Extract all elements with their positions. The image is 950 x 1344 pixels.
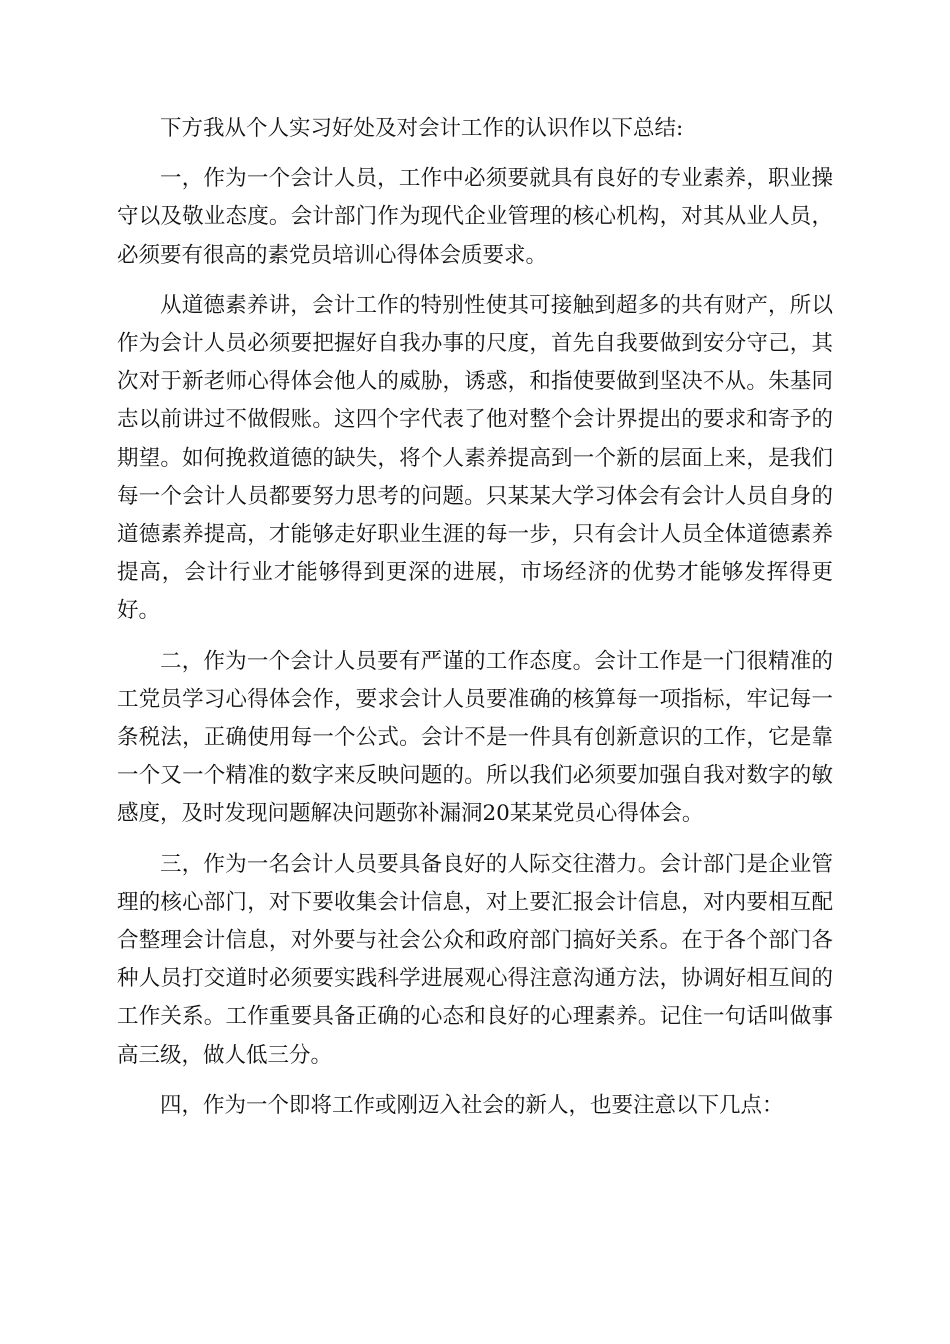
intro-paragraph: 下方我从个人实习好处及对会计工作的认识作以下总结: [160, 116, 684, 141]
point-three-paragraph: 三，作为一名会计人员要具备良好的人际交往潜力。会计部门是企业管理的核心部门，对下要收集会计信息，对上要汇报会计信息，对内要相互配合整理会计信息，对外要与社会公众和政府部门搞好关系。在于各个部门各种人员打交道时必须要实践科学进展观心得注意沟通方法，协调好相互间的工作关系。工作重要具备正确的心态和良好的心理素养。记住一句话叫做事高三级，做人低三分。 [117, 851, 833, 1068]
point-four-paragraph: 四，作为一个即将工作或刚迈入社会的新人，也要注意以下几点： [160, 1092, 784, 1118]
point-one-paragraph: 一，作为一个会计人员，工作中必须要就具有良好的专业素养，职业操守以及敬业态度。会计部门作为现代企业管理的核心机构，对其从业人员，必须要有很高的素党员培训心得体会质要求。 [117, 166, 833, 268]
ethics-paragraph: 从道德素养讲，会计工作的特别性使其可接触到超多的共有财产，所以作为会计人员必须要把握好自我办事的尺度，首先自我要做到安分守己，其次对于新老师心得体会他人的威胁，诱惑，和指使要做到坚决不从。朱基同志以前讲过不做假账。这四个字代表了他对整个会计界提出的要求和寄予的期望。如何挽救道德的缺失，将个人素养提高到一个新的层面上来，是我们每一个会计人员都要努力思考的问题。只某某大学习体会有会计人员自身的道德素养提高，才能够走好职业生涯的每一步，只有会计人员全体道德素养提高，会计行业才能够得到更深的进展，市场经济的优势才能够发挥得更好。 [117, 292, 833, 624]
document-body [117, 110, 833, 1137]
point-two-paragraph: 二，作为一个会计人员要有严谨的工作态度。会计工作是一门很精准的工党员学习心得体会作，要求会计人员要准确的核算每一项指标，牢记每一条税法，正确使用每一个公式。会计不是一件具有创新意识的工作，它是靠一个又一个精准的数字来反映问题的。所以我们必须要加强自我对数字的敏感度，及时发现问题解决问题弥补漏洞20某某党员心得体会。 [117, 648, 833, 827]
